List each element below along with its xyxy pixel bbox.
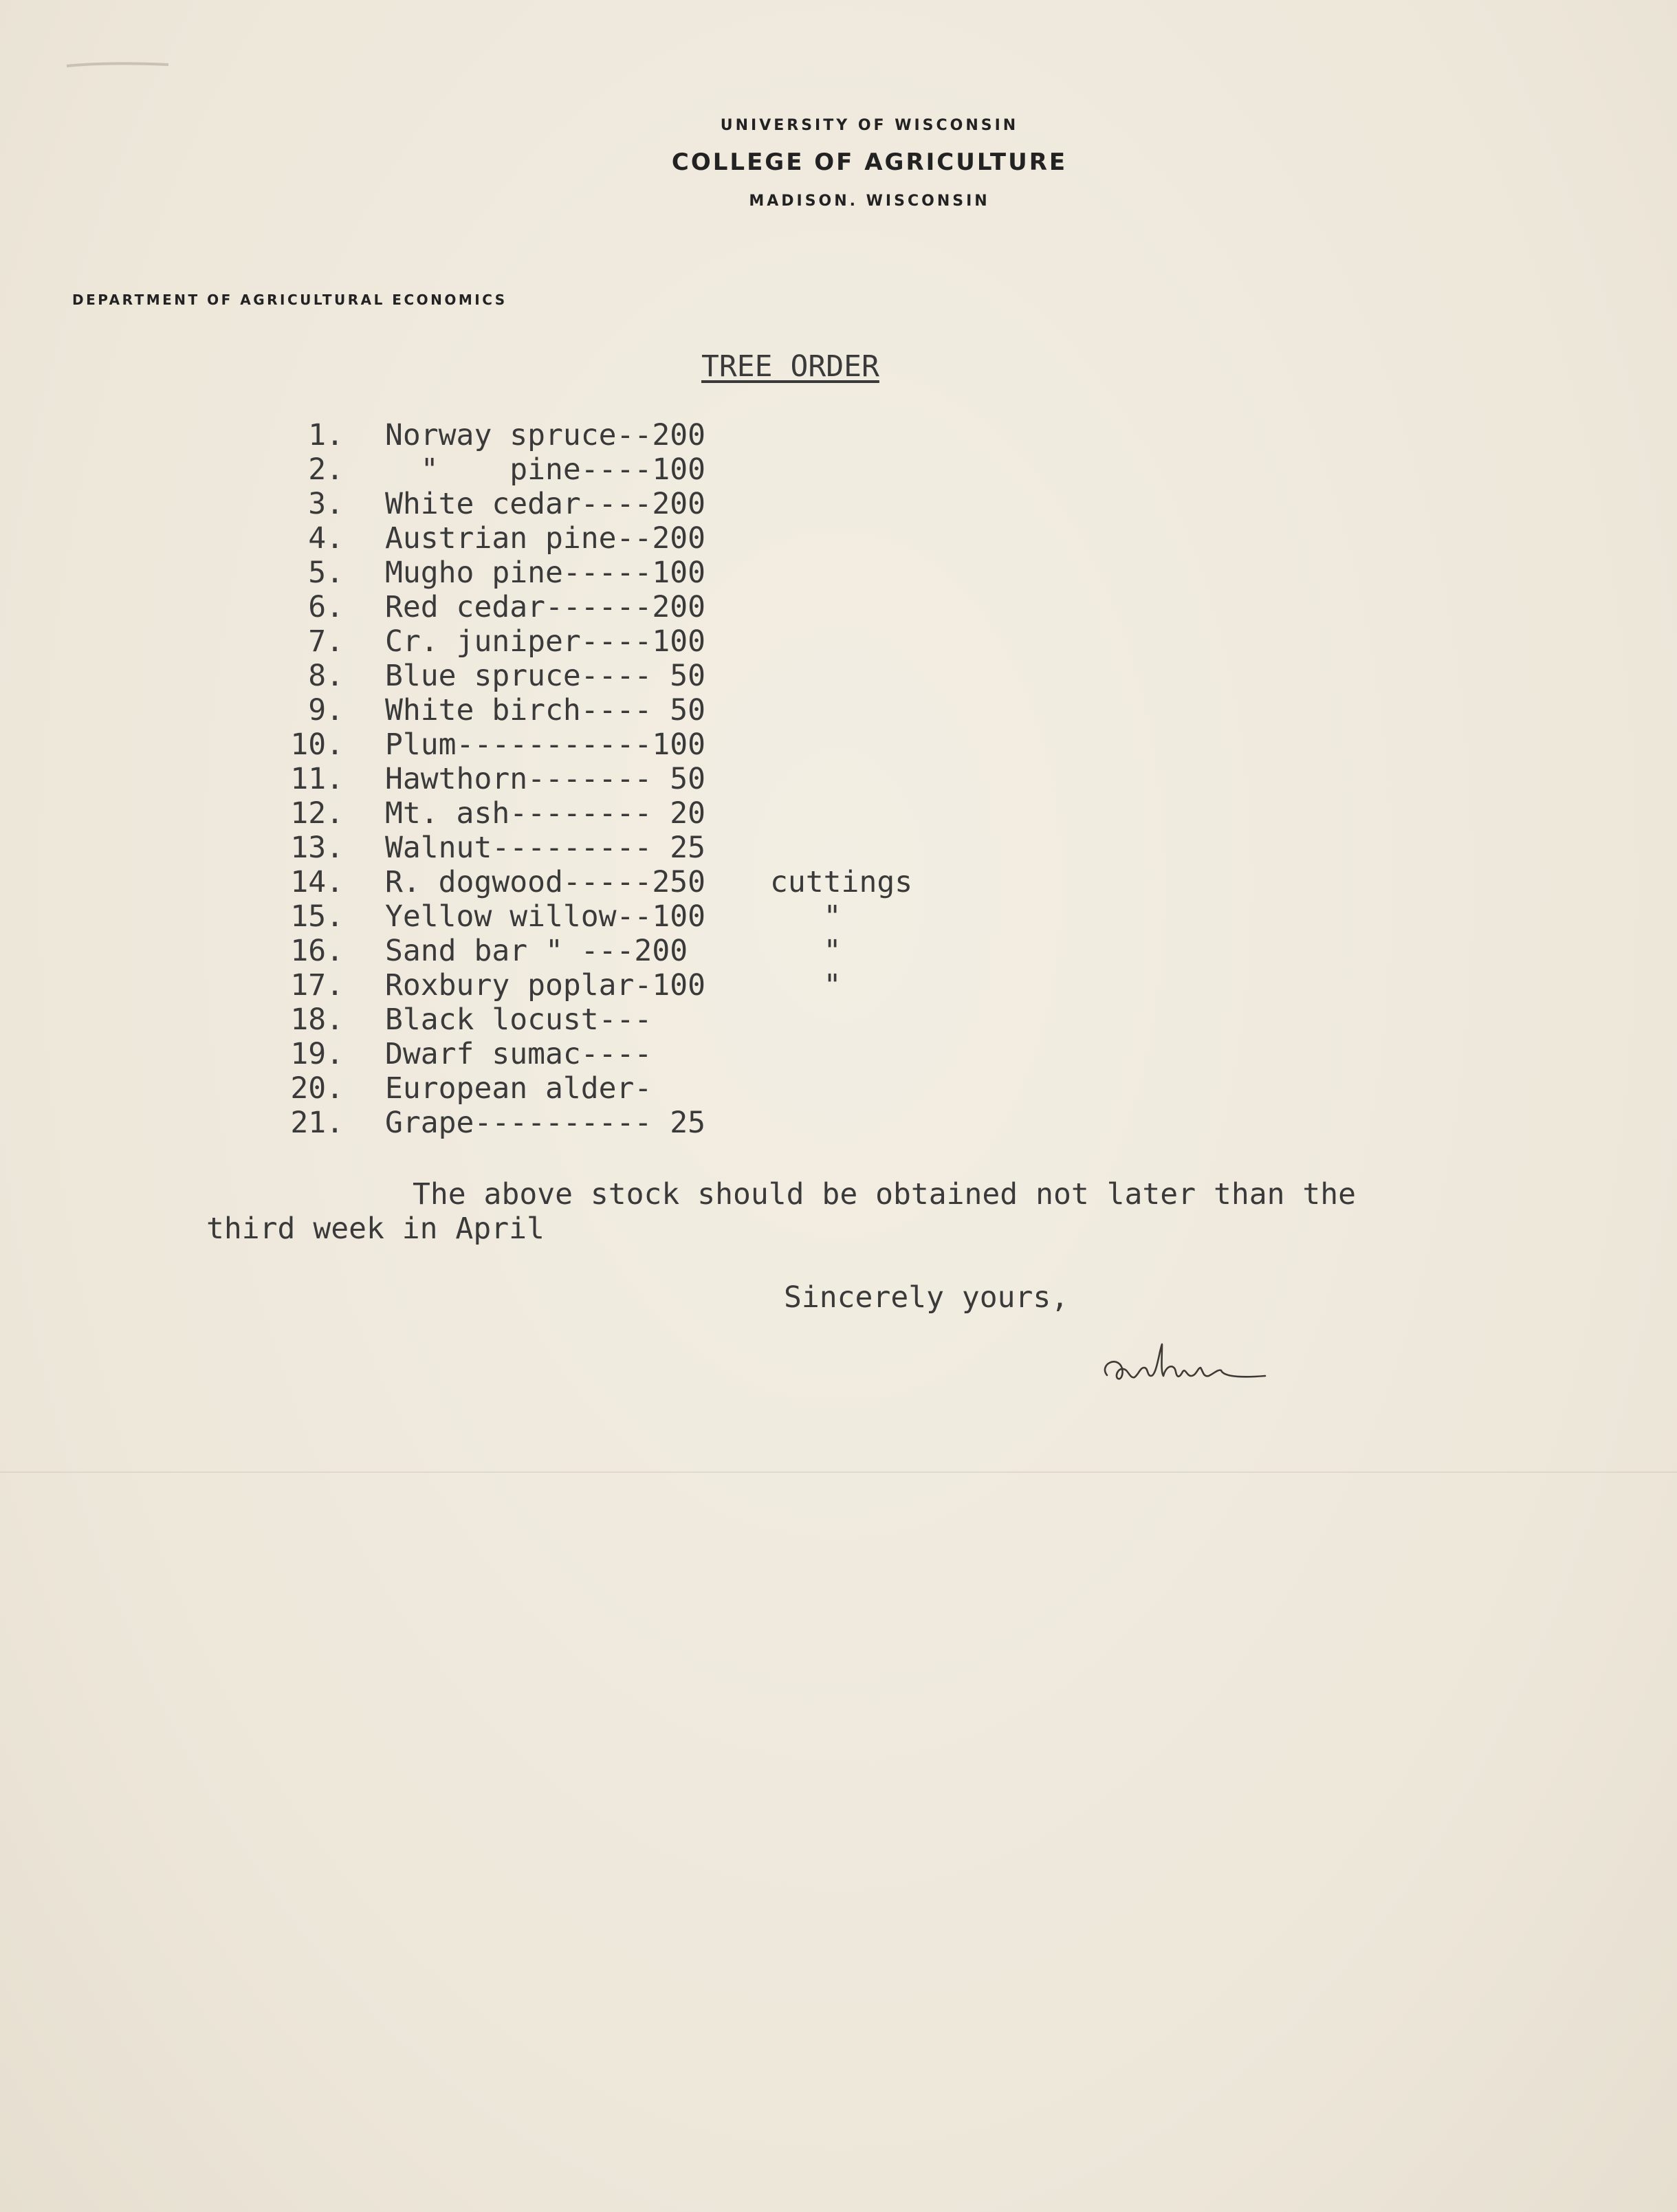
item-note <box>770 1071 976 1106</box>
paper-fold-line <box>0 1471 1677 1473</box>
item-text: Cr. juniper----100 <box>385 624 705 659</box>
order-item <box>241 899 976 934</box>
closing-text-line-1: The above stock should be obtained not later than the <box>413 1177 1357 1212</box>
order-item <box>241 727 976 762</box>
order-item <box>241 624 976 659</box>
item-text: Blue spruce---- 50 <box>385 659 705 693</box>
item-number: 3. <box>308 487 344 521</box>
item-number: 12. <box>290 796 344 831</box>
item-number: 9. <box>308 693 344 727</box>
item-note <box>770 487 976 521</box>
item-text: Norway spruce--200 <box>385 418 705 452</box>
order-item <box>241 590 976 624</box>
order-item <box>241 831 976 865</box>
item-text: Black locust--- <box>385 1003 653 1037</box>
item-number: 20. <box>290 1071 344 1106</box>
department-name: DEPARTMENT OF AGRICULTURAL ECONOMICS <box>72 292 507 308</box>
handwritten-signature <box>1093 1337 1286 1399</box>
item-number: 16. <box>290 934 344 968</box>
item-text: Yellow willow--100 <box>385 899 705 934</box>
order-item <box>241 865 976 899</box>
item-note <box>770 418 976 452</box>
item-note <box>770 659 976 693</box>
item-number: 10. <box>290 727 344 762</box>
item-number: 21. <box>290 1106 344 1140</box>
item-number: 1. <box>308 418 344 452</box>
order-item <box>241 934 976 968</box>
item-number: 2. <box>308 452 344 487</box>
item-text: Walnut--------- 25 <box>385 831 705 865</box>
order-item <box>241 1003 976 1037</box>
item-note <box>770 831 976 865</box>
item-number: 15. <box>290 899 344 934</box>
tree-order-list <box>241 418 976 1140</box>
item-text: Plum-----------100 <box>385 727 705 762</box>
item-note: cuttings <box>770 865 913 899</box>
order-item <box>241 521 976 556</box>
document-title: TREE ORDER <box>701 349 879 384</box>
item-note <box>770 1037 976 1071</box>
item-number: 5. <box>308 556 344 590</box>
item-number: 7. <box>308 624 344 659</box>
order-item <box>241 659 976 693</box>
order-item <box>241 968 976 1003</box>
item-number: 17. <box>290 968 344 1003</box>
item-text: Dwarf sumac---- <box>385 1037 653 1071</box>
item-text: R. dogwood-----250 <box>385 865 705 899</box>
order-item <box>241 1071 976 1106</box>
item-note <box>770 1106 976 1140</box>
letterhead-university: UNIVERSITY OF WISCONSIN <box>720 117 1019 134</box>
item-note: " <box>770 968 842 1003</box>
item-number: 14. <box>290 865 344 899</box>
item-note <box>770 452 976 487</box>
item-number: 18. <box>290 1003 344 1037</box>
order-item <box>241 1106 976 1140</box>
item-number: 4. <box>308 521 344 556</box>
item-note <box>770 796 976 831</box>
item-note: " <box>770 899 842 934</box>
item-text: European alder- <box>385 1071 653 1106</box>
item-note <box>770 727 976 762</box>
closing-text-line-2: third week in April <box>206 1212 545 1246</box>
order-item <box>241 796 976 831</box>
item-note <box>770 556 976 590</box>
item-text: White cedar----200 <box>385 487 705 521</box>
item-text: " pine----100 <box>385 452 705 487</box>
letterhead-college: COLLEGE OF AGRICULTURE <box>671 149 1068 176</box>
sign-off: Sincerely yours, <box>784 1280 1069 1315</box>
item-number: 13. <box>290 831 344 865</box>
item-note <box>770 762 976 796</box>
order-item <box>241 452 976 487</box>
item-note <box>770 590 976 624</box>
staple-mark-icon <box>65 61 175 70</box>
item-note <box>770 1003 976 1037</box>
item-text: White birch---- 50 <box>385 693 705 727</box>
order-item <box>241 418 976 452</box>
order-item <box>241 1037 976 1071</box>
item-number: 6. <box>308 590 344 624</box>
item-note <box>770 693 976 727</box>
item-text: Grape---------- 25 <box>385 1106 705 1140</box>
item-text: Austrian pine--200 <box>385 521 705 556</box>
letterhead-city: MADISON. WISCONSIN <box>749 193 990 210</box>
item-text: Red cedar------200 <box>385 590 705 624</box>
item-text: Hawthorn------- 50 <box>385 762 705 796</box>
item-note <box>770 521 976 556</box>
item-number: 19. <box>290 1037 344 1071</box>
item-note: " <box>770 934 842 968</box>
item-text: Roxbury poplar-100 <box>385 968 705 1003</box>
order-item <box>241 762 976 796</box>
item-number: 8. <box>308 659 344 693</box>
item-text: Mt. ash-------- 20 <box>385 796 705 831</box>
order-item <box>241 556 976 590</box>
item-text: Mugho pine-----100 <box>385 556 705 590</box>
item-number: 11. <box>290 762 344 796</box>
order-item <box>241 693 976 727</box>
item-text: Sand bar " ---200 <box>385 934 688 968</box>
order-item <box>241 487 976 521</box>
item-note <box>770 624 976 659</box>
